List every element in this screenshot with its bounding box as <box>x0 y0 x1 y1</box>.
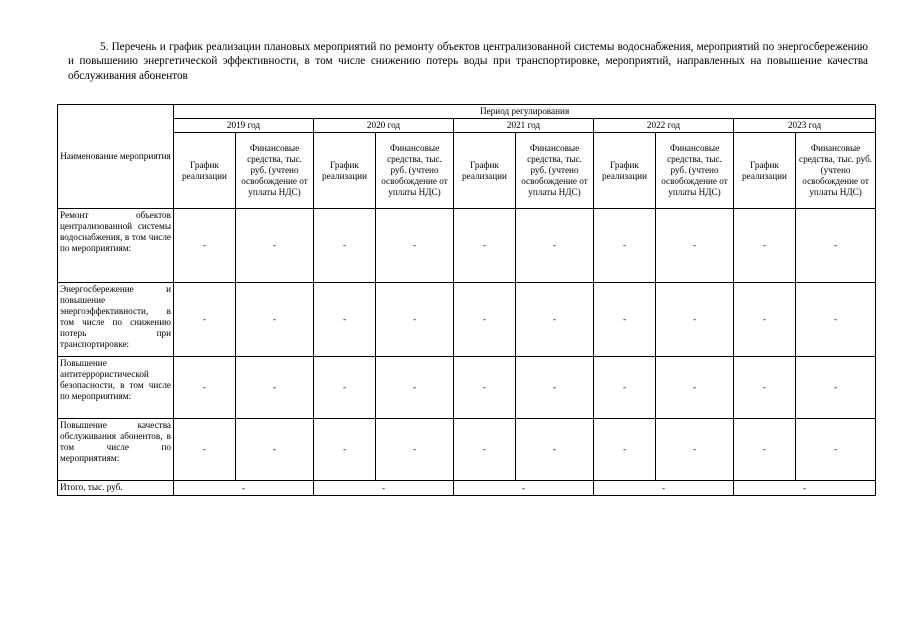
schedule-subheader: График реализации <box>734 133 796 209</box>
total-cell: - <box>454 481 594 496</box>
finance-subheader: Финансовые средства, тыс. руб. (учтено освобождение от уплаты НДС) <box>376 133 454 209</box>
table-cell: - <box>376 283 454 357</box>
table-cell: - <box>656 209 734 283</box>
schedule-subheader: График реализации <box>594 133 656 209</box>
table-cell: - <box>236 283 314 357</box>
table-cell: - <box>314 419 376 481</box>
table-cell: - <box>796 419 876 481</box>
total-cell: - <box>174 481 314 496</box>
total-cell: - <box>594 481 734 496</box>
year-header: 2023 год <box>734 119 876 133</box>
schedule-subheader: График реализации <box>314 133 376 209</box>
table-cell: - <box>796 357 876 419</box>
row-name: Ремонт объектов централизованной системы водоснабжения, в том числе по мероприятиям: <box>58 209 174 283</box>
total-label: Итого, тыс. руб. <box>58 481 174 496</box>
row-name: Повышение антитеррористической безопасности, в том числе по мероприятиям: <box>58 357 174 419</box>
table-cell: - <box>516 209 594 283</box>
table-cell: - <box>174 209 236 283</box>
table-cell: - <box>516 283 594 357</box>
year-header: 2019 год <box>174 119 314 133</box>
row-name: Энергосбережение и повышение энергоэффективности, в том числе по снижению потерь при транспортировке: <box>58 283 174 357</box>
table-cell: - <box>454 283 516 357</box>
table-cell: - <box>594 283 656 357</box>
table-cell: - <box>734 283 796 357</box>
schedule-subheader: График реализации <box>454 133 516 209</box>
table-cell: - <box>656 283 734 357</box>
table-cell: - <box>796 283 876 357</box>
table-cell: - <box>314 357 376 419</box>
table-row <box>58 419 876 481</box>
table-cell: - <box>236 357 314 419</box>
table-cell: - <box>734 357 796 419</box>
year-header: 2021 год <box>454 119 594 133</box>
period-header: Период регулирования <box>174 105 876 119</box>
table-cell: - <box>796 209 876 283</box>
table-cell: - <box>236 209 314 283</box>
schedule-subheader: График реализации <box>174 133 236 209</box>
table-cell: - <box>516 357 594 419</box>
table-cell: - <box>314 283 376 357</box>
table-cell: - <box>594 419 656 481</box>
table-cell: - <box>594 209 656 283</box>
table-cell: - <box>454 419 516 481</box>
table-cell: - <box>174 283 236 357</box>
table-cell: - <box>656 357 734 419</box>
table-cell: - <box>734 419 796 481</box>
table-cell: - <box>376 419 454 481</box>
table-cell: - <box>656 419 734 481</box>
total-cell: - <box>314 481 454 496</box>
activities-table <box>57 104 876 496</box>
table-cell: - <box>594 357 656 419</box>
section-heading: 5. Перечень и график реализации плановых мероприятий по ремонту объектов централизованной системы водоснабжения, мероприятий по энергосбережению и повышению энергетической эффективности, в том числе снижению потерь воды при транспортировке, мероприятий, направленных на повышение качества обслуживания абонентов <box>68 41 868 82</box>
row-name: Повышение качества обслуживания абонентов, в том числе по мероприятиям: <box>58 419 174 481</box>
year-header: 2020 год <box>314 119 454 133</box>
table-cell: - <box>174 357 236 419</box>
total-row <box>58 481 876 496</box>
table-cell: - <box>734 209 796 283</box>
table-cell: - <box>236 419 314 481</box>
table-cell: - <box>314 209 376 283</box>
year-header: 2022 год <box>594 119 734 133</box>
total-cell: - <box>734 481 876 496</box>
finance-subheader: Финансовые средства, тыс. руб. (учтено освобождение от уплаты НДС) <box>796 133 876 209</box>
finance-subheader: Финансовые средства, тыс. руб. (учтено освобождение от уплаты НДС) <box>656 133 734 209</box>
table-cell: - <box>376 357 454 419</box>
table-cell: - <box>454 209 516 283</box>
table-row <box>58 209 876 283</box>
table-cell: - <box>516 419 594 481</box>
name-column-header: Наименование мероприятия <box>58 105 174 209</box>
finance-subheader: Финансовые средства, тыс. руб. (учтено освобождение от уплаты НДС) <box>516 133 594 209</box>
table-row <box>58 283 876 357</box>
finance-subheader: Финансовые средства, тыс. руб. (учтено освобождение от уплаты НДС) <box>236 133 314 209</box>
table-cell: - <box>376 209 454 283</box>
table-cell: - <box>454 357 516 419</box>
table-cell: - <box>174 419 236 481</box>
table-row <box>58 357 876 419</box>
